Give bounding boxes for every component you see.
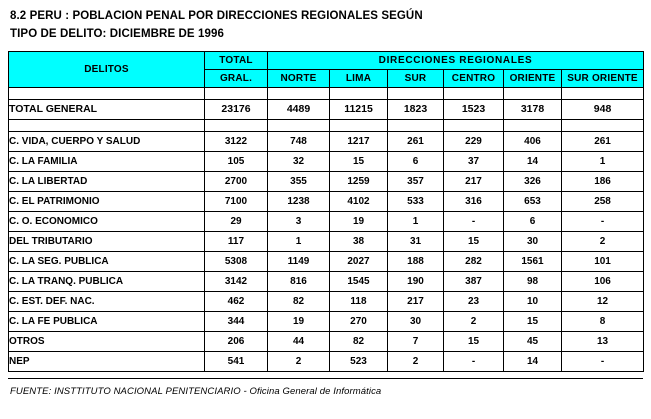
spacer-cell (205, 119, 268, 131)
table-row (9, 331, 644, 351)
row-total: 29 (205, 211, 268, 231)
table-row (9, 151, 644, 171)
row-value-oriente: 14 (504, 151, 562, 171)
row-total: 23176 (205, 99, 268, 119)
row-total: 541 (205, 351, 268, 371)
row-value-oriente: 15 (504, 311, 562, 331)
row-total: 462 (205, 291, 268, 311)
row-value-oriente: 30 (504, 231, 562, 251)
population-table (8, 51, 644, 372)
spacer-row-top (9, 87, 644, 99)
spacer-cell (388, 87, 444, 99)
column-group-header-regions: DIRECCIONES REGIONALES (268, 51, 644, 69)
row-value-sur-oriente: 2 (562, 231, 644, 251)
spacer-cell (205, 87, 268, 99)
page-title (10, 8, 643, 44)
row-value-norte: 44 (268, 331, 330, 351)
row-value-centro: 387 (444, 271, 504, 291)
row-label: C. EST. DEF. NAC. (9, 291, 205, 311)
row-value-sur: 2 (388, 351, 444, 371)
row-label: C. LA SEG. PUBLICA (9, 251, 205, 271)
row-total: 117 (205, 231, 268, 251)
spacer-cell (268, 119, 330, 131)
row-value-norte: 82 (268, 291, 330, 311)
row-label: C. VIDA, CUERPO Y SALUD (9, 131, 205, 151)
spacer-cell (330, 87, 388, 99)
spacer-cell (268, 87, 330, 99)
row-value-sur-oriente: 13 (562, 331, 644, 351)
spacer-cell (330, 119, 388, 131)
table-row (9, 291, 644, 311)
table-row (9, 311, 644, 331)
column-header-sur: SUR (388, 69, 444, 87)
row-total: 344 (205, 311, 268, 331)
column-header-oriente: ORIENTE (504, 69, 562, 87)
table-container (8, 51, 643, 379)
column-header-lima: LIMA (330, 69, 388, 87)
spacer-cell (504, 119, 562, 131)
row-value-norte: 32 (268, 151, 330, 171)
row-total: 5308 (205, 251, 268, 271)
spacer-cell (9, 119, 205, 131)
row-value-sur-oriente: 261 (562, 131, 644, 151)
row-label: DEL TRIBUTARIO (9, 231, 205, 251)
row-value-centro: 2 (444, 311, 504, 331)
spacer-cell (388, 119, 444, 131)
row-value-lima: 270 (330, 311, 388, 331)
row-label: C. LA TRANQ. PUBLICA (9, 271, 205, 291)
source-note: FUENTE: INSTTITUTO NACIONAL PENITENCIARIO - Oficina General de Informática (10, 385, 382, 397)
column-header-total-line1: TOTAL (205, 51, 268, 69)
row-value-lima: 1259 (330, 171, 388, 191)
column-header-delitos: DELITOS (9, 51, 205, 87)
row-value-norte: 3 (268, 211, 330, 231)
page-title-line-1: 8.2 PERU : POBLACION PENAL POR DIRECCIONES REGIONALES SEGÚN (10, 10, 423, 22)
row-label: OTROS (9, 331, 205, 351)
row-value-sur-oriente: 12 (562, 291, 644, 311)
row-value-centro: 282 (444, 251, 504, 271)
row-value-lima: 82 (330, 331, 388, 351)
row-value-oriente: 653 (504, 191, 562, 211)
row-value-oriente: 326 (504, 171, 562, 191)
row-value-oriente: 6 (504, 211, 562, 231)
row-value-sur-oriente: 101 (562, 251, 644, 271)
column-header-total-line2: GRAL. (205, 69, 268, 87)
row-label: C. EL PATRIMONIO (9, 191, 205, 211)
row-value-lima: 19 (330, 211, 388, 231)
row-value-sur: 30 (388, 311, 444, 331)
row-value-sur: 6 (388, 151, 444, 171)
row-label: C. LA FAMILIA (9, 151, 205, 171)
row-value-sur-oriente: - (562, 211, 644, 231)
row-label: C. LA LIBERTAD (9, 171, 205, 191)
row-value-lima: 1217 (330, 131, 388, 151)
table-row (9, 191, 644, 211)
row-value-norte: 355 (268, 171, 330, 191)
row-total: 3122 (205, 131, 268, 151)
row-value-centro: - (444, 351, 504, 371)
row-label: TOTAL GENERAL (9, 99, 205, 119)
row-value-sur: 1 (388, 211, 444, 231)
row-total: 7100 (205, 191, 268, 211)
table-row (9, 251, 644, 271)
row-value-oriente: 10 (504, 291, 562, 311)
row-value-sur-oriente: - (562, 351, 644, 371)
row-value-lima: 4102 (330, 191, 388, 211)
row-value-norte: 2 (268, 351, 330, 371)
row-label: C. LA FE PUBLICA (9, 311, 205, 331)
row-value-centro: 229 (444, 131, 504, 151)
row-value-centro: 1523 (444, 99, 504, 119)
row-value-sur-oriente: 106 (562, 271, 644, 291)
row-value-sur: 31 (388, 231, 444, 251)
row-value-lima: 2027 (330, 251, 388, 271)
row-value-sur-oriente: 186 (562, 171, 644, 191)
row-value-centro: 217 (444, 171, 504, 191)
table-row-total-general (9, 99, 644, 119)
spacer-cell (562, 119, 644, 131)
row-value-oriente: 45 (504, 331, 562, 351)
row-value-sur: 533 (388, 191, 444, 211)
page-title-line-2: TIPO DE DELITO: DICIEMBRE DE 1996 (10, 27, 224, 40)
table-row (9, 271, 644, 291)
row-label: NEP (9, 351, 205, 371)
row-value-sur: 188 (388, 251, 444, 271)
table-row (9, 231, 644, 251)
row-value-sur: 217 (388, 291, 444, 311)
row-value-norte: 1149 (268, 251, 330, 271)
row-value-norte: 748 (268, 131, 330, 151)
spacer-cell (444, 87, 504, 99)
row-value-lima: 523 (330, 351, 388, 371)
table-header-row-1 (9, 51, 644, 69)
row-value-lima: 118 (330, 291, 388, 311)
row-value-lima: 11215 (330, 99, 388, 119)
spacer-cell (444, 119, 504, 131)
row-value-norte: 4489 (268, 99, 330, 119)
row-value-lima: 15 (330, 151, 388, 171)
row-total: 3142 (205, 271, 268, 291)
row-value-sur-oriente: 258 (562, 191, 644, 211)
row-total: 2700 (205, 171, 268, 191)
spacer-cell (9, 87, 205, 99)
row-value-oriente: 3178 (504, 99, 562, 119)
row-value-oriente: 98 (504, 271, 562, 291)
row-value-oriente: 406 (504, 131, 562, 151)
row-value-norte: 816 (268, 271, 330, 291)
row-value-sur-oriente: 1 (562, 151, 644, 171)
row-value-centro: 37 (444, 151, 504, 171)
row-value-centro: 15 (444, 331, 504, 351)
row-value-sur-oriente: 8 (562, 311, 644, 331)
column-header-centro: CENTRO (444, 69, 504, 87)
row-value-norte: 19 (268, 311, 330, 331)
table-bottom-rule (8, 378, 643, 379)
row-value-centro: - (444, 211, 504, 231)
row-value-lima: 38 (330, 231, 388, 251)
row-value-norte: 1 (268, 231, 330, 251)
spacer-cell (504, 87, 562, 99)
row-value-sur: 261 (388, 131, 444, 151)
row-value-norte: 1238 (268, 191, 330, 211)
spacer-row-mid (9, 119, 644, 131)
spacer-cell (562, 87, 644, 99)
column-header-sur-oriente: SUR ORIENTE (562, 69, 644, 87)
row-value-sur-oriente: 948 (562, 99, 644, 119)
table-row (9, 351, 644, 371)
table-row (9, 171, 644, 191)
row-value-sur: 190 (388, 271, 444, 291)
row-value-centro: 15 (444, 231, 504, 251)
row-value-sur: 1823 (388, 99, 444, 119)
row-value-centro: 23 (444, 291, 504, 311)
row-label: C. O. ECONOMICO (9, 211, 205, 231)
row-total: 105 (205, 151, 268, 171)
row-value-sur: 357 (388, 171, 444, 191)
table-row (9, 211, 644, 231)
row-value-centro: 316 (444, 191, 504, 211)
row-value-oriente: 14 (504, 351, 562, 371)
row-value-oriente: 1561 (504, 251, 562, 271)
row-value-lima: 1545 (330, 271, 388, 291)
row-value-sur: 7 (388, 331, 444, 351)
table-row (9, 131, 644, 151)
column-header-norte: NORTE (268, 69, 330, 87)
row-total: 206 (205, 331, 268, 351)
